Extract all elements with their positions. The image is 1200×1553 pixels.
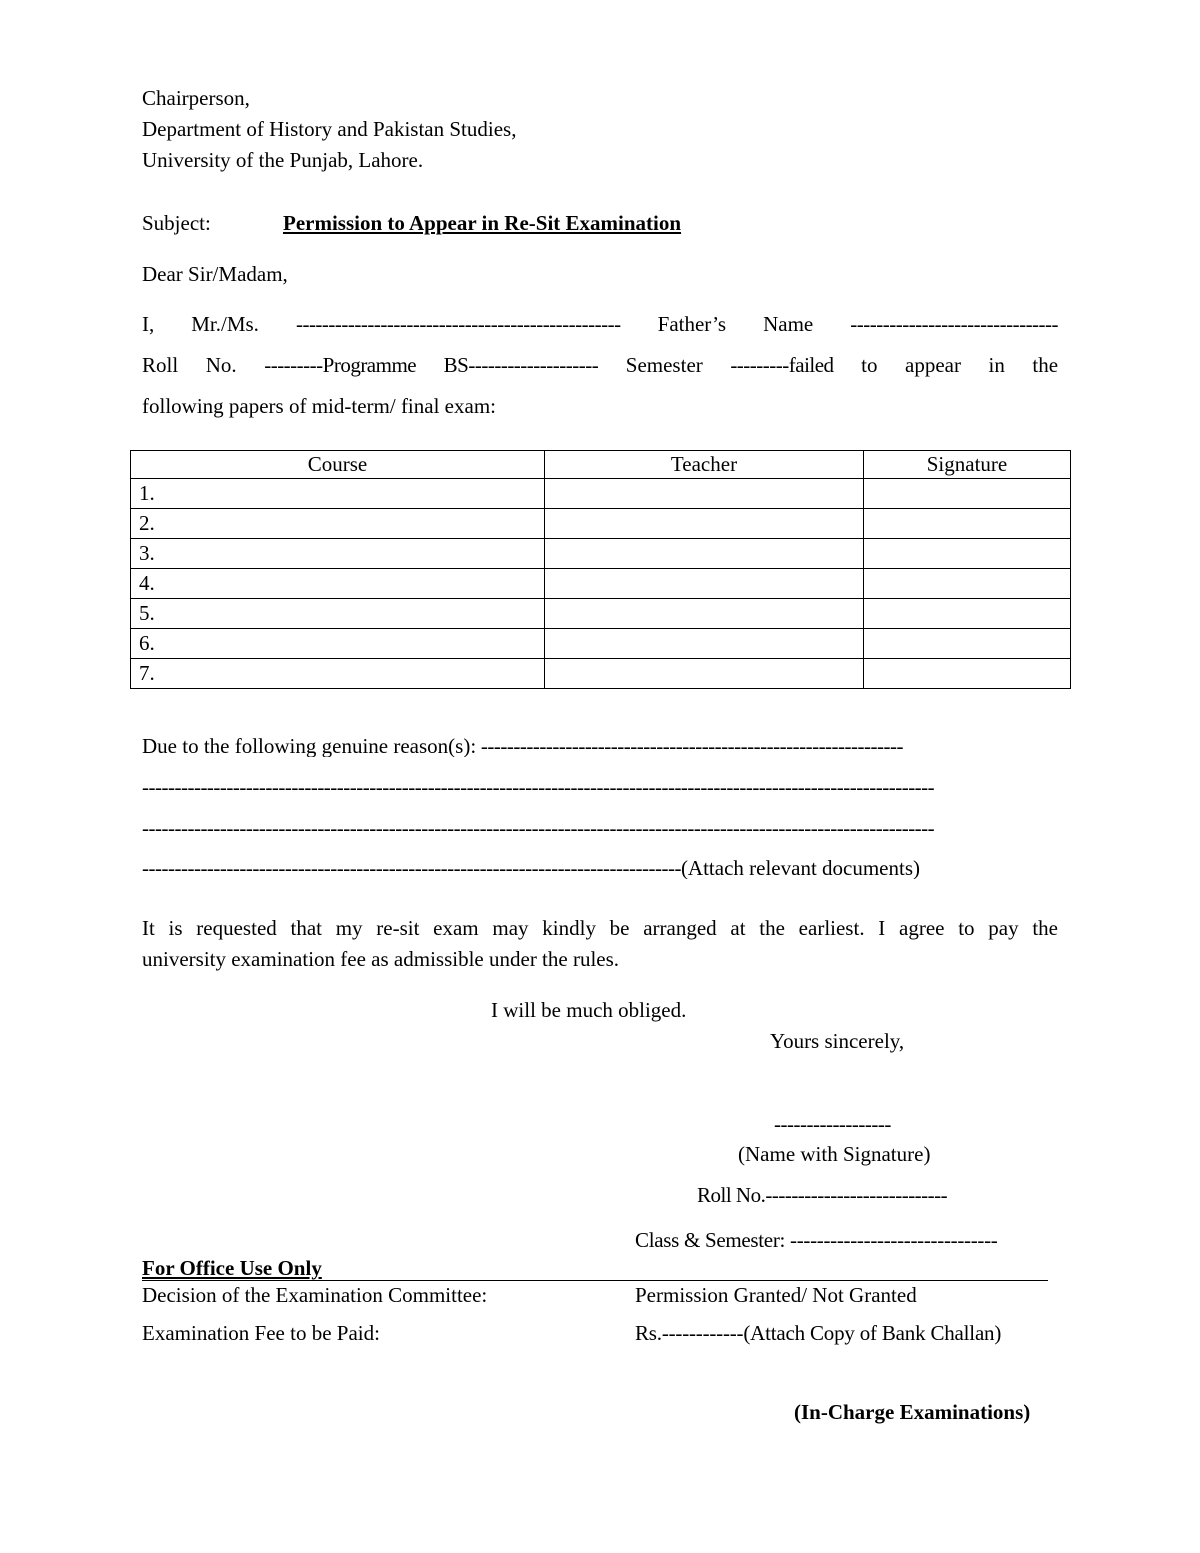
class-semester-field: Class & Semester: -------------------------------	[635, 1228, 998, 1252]
table-row	[131, 599, 1071, 629]
salutation: Dear Sir/Madam,	[142, 262, 288, 286]
fee-label: Examination Fee to be Paid:	[142, 1321, 380, 1345]
signature-cell[interactable]	[864, 629, 1071, 659]
word: in	[988, 353, 1005, 377]
reasons-blank: -----------------------------------------------------------------	[480, 736, 903, 757]
reasons-line-2: --------------------------------------------------------------------------------------------------------------------------	[142, 777, 935, 798]
table-header-row	[131, 451, 1071, 479]
signature-cell[interactable]	[864, 479, 1071, 509]
signature-blank: ------------------	[774, 1112, 891, 1136]
signature-cell[interactable]	[864, 539, 1071, 569]
request-line-1: It is requested that my re-sit exam may kindly be arranged at the earliest. I agree to pay the	[142, 916, 1058, 940]
word: Semester	[625, 353, 703, 377]
reasons-blank: -----------------------------------------------------------------------------------	[142, 858, 681, 879]
table-row	[131, 479, 1071, 509]
teacher-cell[interactable]	[545, 599, 864, 629]
office-use-rule	[142, 1280, 1048, 1281]
body-line-1	[142, 314, 1058, 335]
request-line-2: university examination fee as admissible under the rules.	[142, 947, 620, 971]
word: to	[861, 353, 878, 377]
obliged-text: I will be much obliged.	[491, 998, 687, 1022]
signature-cell[interactable]	[864, 569, 1071, 599]
table-row	[131, 629, 1071, 659]
body-line-2	[142, 355, 1058, 376]
father-name-blank: --------------------------------	[850, 312, 1059, 336]
office-use-heading: For Office Use Only	[142, 1256, 322, 1280]
teacher-cell[interactable]	[545, 569, 864, 599]
course-cell[interactable]: 4.	[131, 569, 545, 599]
name-with-signature: (Name with Signature)	[738, 1142, 931, 1166]
teacher-header: Teacher	[545, 451, 864, 479]
teacher-cell[interactable]	[545, 629, 864, 659]
word: appear	[905, 353, 961, 377]
father-name-label: Father’s Name	[657, 312, 814, 336]
reasons-line-3: --------------------------------------------------------------------------------------------------------------------------	[142, 818, 935, 839]
teacher-cell[interactable]	[545, 509, 864, 539]
table-row	[131, 569, 1071, 599]
body-line-3: following papers of mid-term/ final exam:	[142, 394, 496, 418]
signature-cell[interactable]	[864, 599, 1071, 629]
name-label: I, Mr./Ms.	[142, 312, 259, 336]
word: No.	[205, 353, 237, 377]
address-line-2: Department of History and Pakistan Studies,	[142, 117, 517, 141]
course-cell[interactable]: 2.	[131, 509, 545, 539]
bs-blank: BS--------------------	[443, 353, 599, 377]
decision-label: Decision of the Examination Committee:	[142, 1283, 488, 1307]
table-row	[131, 509, 1071, 539]
word: the	[1032, 353, 1059, 377]
reasons-line-4	[142, 858, 1058, 879]
semester-blank: ---------failed	[730, 353, 834, 377]
signature-header: Signature	[864, 451, 1071, 479]
programme-blank: ---------Programme	[264, 353, 417, 377]
name-blank: --------------------------------------------------	[295, 312, 621, 336]
teacher-cell[interactable]	[545, 659, 864, 689]
attach-documents-note: (Attach relevant documents)	[680, 858, 921, 879]
address-line-1: Chairperson,	[142, 86, 250, 110]
word: Roll	[142, 353, 179, 377]
course-cell[interactable]: 7.	[131, 659, 545, 689]
incharge-examinations: (In-Charge Examinations)	[794, 1400, 1031, 1424]
yours-sincerely: Yours sincerely,	[770, 1029, 905, 1053]
table-row	[131, 539, 1071, 569]
address-line-3: University of the Punjab, Lahore.	[142, 148, 424, 172]
subject-text: Permission to Appear in Re-Sit Examination	[283, 211, 682, 235]
papers-table	[130, 450, 1071, 689]
course-cell[interactable]: 1.	[131, 479, 545, 509]
reasons-label: Due to the following genuine reason(s):	[142, 736, 477, 757]
signature-cell[interactable]	[864, 509, 1071, 539]
reasons-line-1	[142, 736, 1058, 757]
signature-cell[interactable]	[864, 659, 1071, 689]
course-cell[interactable]: 3.	[131, 539, 545, 569]
roll-no-field: Roll No.----------------------------	[697, 1183, 948, 1207]
teacher-cell[interactable]	[545, 479, 864, 509]
decision-value: Permission Granted/ Not Granted	[635, 1283, 917, 1307]
teacher-cell[interactable]	[545, 539, 864, 569]
fee-value: Rs.------------(Attach Copy of Bank Challan)	[635, 1321, 1002, 1345]
course-header: Course	[131, 451, 545, 479]
course-cell[interactable]: 6.	[131, 629, 545, 659]
course-cell[interactable]: 5.	[131, 599, 545, 629]
subject-label: Subject:	[142, 211, 211, 235]
table-row	[131, 659, 1071, 689]
